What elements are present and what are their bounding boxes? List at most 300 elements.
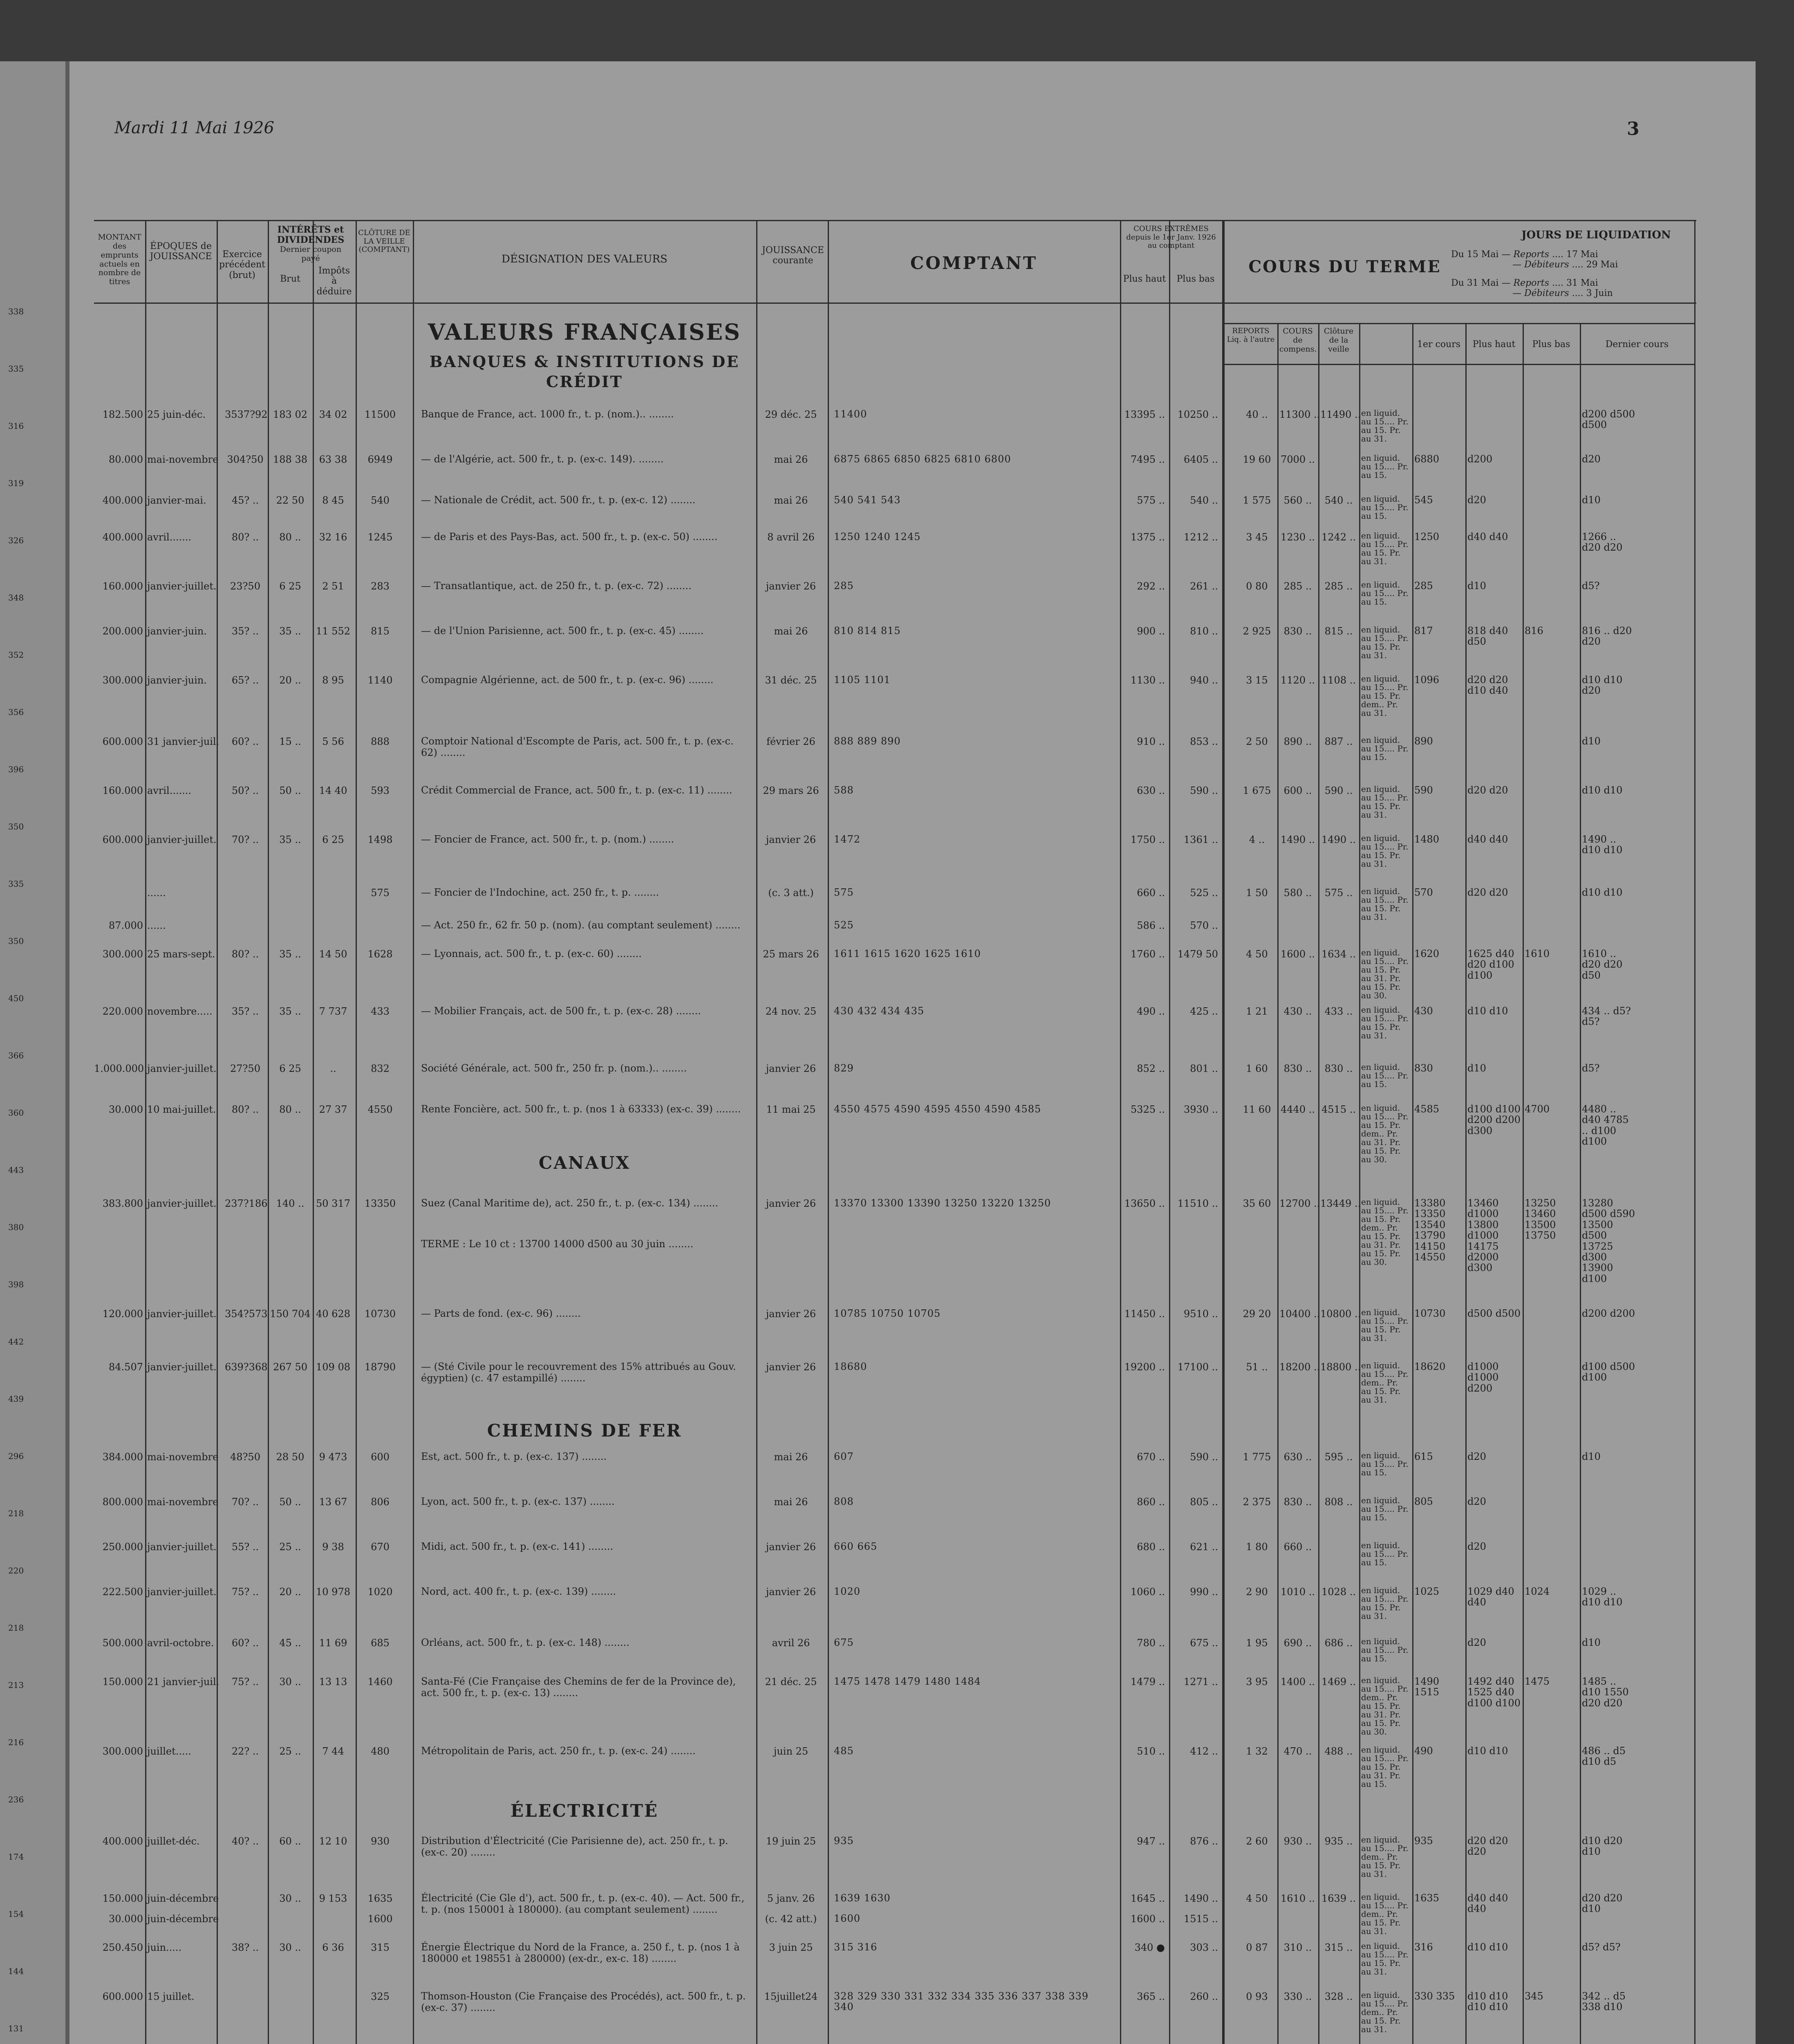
cell-liq: en liquid. au 15.... Pr. au 15. xyxy=(1361,735,1409,762)
cell-comptant: 10785 10750 10705 xyxy=(834,1308,941,1319)
cell-jouissance: mai 26 xyxy=(774,495,808,506)
cell-cloture: 832 xyxy=(371,1063,390,1074)
terme-subheader-rule xyxy=(1224,364,1694,365)
cell-epoque: 31 janvier-juil. xyxy=(147,736,219,747)
cell-designation: — Lyonnais, act. 500 fr., t. p. (ex-c. 60) ........ xyxy=(421,948,642,959)
cell-designation: Orléans, act. 500 fr., t. p. (ex-c. 148) ........ xyxy=(421,1637,629,1648)
cell-jouissance: avril 26 xyxy=(772,1637,810,1649)
cell-brut: 45 .. xyxy=(279,1637,301,1649)
cell-designation: Métropolitain de Paris, act. 250 fr., t. p. (ex-c. 24) ........ xyxy=(421,1745,696,1757)
cell-comptant: 6875 6865 6850 6825 6810 6800 xyxy=(834,453,1011,465)
cell-liq: en liquid. au 15.... Pr. au 15. xyxy=(1361,453,1409,480)
cell-plus-bas: 1212 .. xyxy=(1184,531,1218,543)
cell-cloture: 1600 xyxy=(367,1913,393,1925)
cell-plus-haut: 11450 .. xyxy=(1124,1308,1165,1320)
cell-comptant: 525 xyxy=(834,919,854,931)
cell-veille: 575 .. xyxy=(1324,887,1353,899)
cell-montant: 300.000 xyxy=(102,675,143,686)
cell-cloture: 540 xyxy=(371,495,390,506)
cell-plus-bas: 11510 .. xyxy=(1177,1198,1218,1209)
cell-plus-bas: 590 .. xyxy=(1190,785,1218,796)
cell-comptant: 660 665 xyxy=(834,1541,878,1552)
cell-jouissance: janvier 26 xyxy=(766,1361,816,1373)
cell-liq: en liquid. au 15.... Pr. dem.. Pr. au 15. Pr. au 31. Pr. au 15. Pr. au 30. xyxy=(1361,1675,1409,1737)
cell-cloture: 1635 xyxy=(367,1893,393,1904)
cell-brut: 6 25 xyxy=(279,580,301,592)
cell-cloture: 1460 xyxy=(367,1676,393,1688)
cell-compens: 1490 .. xyxy=(1281,834,1315,845)
cell-plus-haut: 365 .. xyxy=(1137,1991,1165,2002)
cell-compens: 18200 .. xyxy=(1279,1361,1320,1373)
cell-premier: 1635 xyxy=(1414,1892,1440,1904)
cell-designation: Lyon, act. 500 fr., t. p. (ex-c. 137) ........ xyxy=(421,1496,615,1507)
cell-reports: 0 80 xyxy=(1246,580,1268,592)
cell-veille: 590 .. xyxy=(1324,785,1353,796)
cell-premier: 430 xyxy=(1414,1005,1433,1017)
cell-dernier: 1485 .. d10 1550 d20 d20 xyxy=(1582,1676,1629,1709)
cell-plus-haut: 1130 .. xyxy=(1131,675,1165,686)
cell-liq: en liquid. au 15.... Pr. au 15. Pr. au 31. xyxy=(1361,1585,1409,1621)
col-epoques: ÉPOQUES de JOUISSANCE xyxy=(150,241,212,262)
cell-jouissance: 3 juin 25 xyxy=(769,1942,813,1953)
cell-reports: 4 .. xyxy=(1249,834,1265,845)
cell-haut: d500 d500 xyxy=(1467,1308,1521,1319)
cell-plus-bas: 525 .. xyxy=(1190,887,1218,899)
cell-jouissance: 8 avril 26 xyxy=(767,531,815,543)
cell-jouissance: janvier 26 xyxy=(766,1198,816,1209)
cell-montant: 200.000 xyxy=(102,625,143,637)
cell-cloture: 600 xyxy=(371,1451,390,1463)
cell-designation: Distribution d'Électricité (Cie Parisienne de), act. 250 fr., t. p. (ex-c. 20) ........ xyxy=(421,1835,728,1858)
cell-comptant: 808 xyxy=(834,1496,854,1507)
cell-veille: 1469 .. xyxy=(1321,1676,1356,1688)
cell-reports: 11 60 xyxy=(1243,1104,1271,1115)
cell-jouissance: 29 déc. 25 xyxy=(765,409,817,420)
cell-veille: 433 .. xyxy=(1324,1006,1353,1017)
cell-designation: — (Sté Civile pour le recouvrement des 15% attribués au Gouv. égyptien) (c. 47 estampillé) ........ xyxy=(421,1361,736,1384)
previous-page-edge xyxy=(0,61,74,2044)
cell-reports: 1 32 xyxy=(1246,1746,1268,1757)
cell-jouissance: janvier 26 xyxy=(766,1541,816,1553)
cell-plus-bas: 805 .. xyxy=(1190,1496,1218,1508)
cell-designation: Nord, act. 400 fr., t. p. (ex-c. 139) ........ xyxy=(421,1586,616,1597)
cell-designation: — Act. 250 fr., 62 fr. 50 p. (nom). (au comptant seulement) ........ xyxy=(421,919,741,931)
cell-brut: 35 .. xyxy=(279,1006,301,1017)
cell-reports: 2 50 xyxy=(1246,736,1268,747)
cell-liq: en liquid. au 15.... Pr. au 15. xyxy=(1361,1540,1409,1567)
prev-page-number: 348 xyxy=(8,593,24,603)
section-banques: BANQUES & INSTITUTIONS DE CRÉDIT xyxy=(429,352,740,391)
cell-jouissance: mai 26 xyxy=(774,454,808,465)
cell-exercice: 38? .. xyxy=(231,1942,259,1953)
cell-liq: en liquid. au 15.... Pr. au 15. Pr. dem.. Pr. au 31. xyxy=(1361,674,1409,718)
col-plus-bas-terme: Plus bas xyxy=(1532,339,1570,350)
cell-jouissance: janvier 26 xyxy=(766,1308,816,1320)
cell-exercice: 65? .. xyxy=(231,675,259,686)
cell-reports: 2 925 xyxy=(1243,625,1271,637)
cell-reports: 0 87 xyxy=(1246,1942,1268,1953)
table-row xyxy=(69,1308,1756,1341)
header-rule xyxy=(94,303,1696,304)
prev-page-number: 144 xyxy=(8,1966,24,1976)
cell-montant: 384.000 xyxy=(102,1451,143,1463)
cell-haut: d10 d10 xyxy=(1467,1005,1508,1017)
cell-dernier: 1610 .. d20 d20 d50 xyxy=(1582,948,1623,981)
cell-plus-haut: 1375 .. xyxy=(1131,531,1165,543)
cell-plus-bas: 876 .. xyxy=(1190,1836,1218,1847)
cell-montant: 400.000 xyxy=(102,531,143,543)
col-cloture-veille: Clôture de la veille xyxy=(1324,327,1354,354)
cell-montant: 600.000 xyxy=(102,1991,143,2002)
cell-veille: 808 .. xyxy=(1324,1496,1353,1508)
cell-haut: d40 d40 xyxy=(1467,531,1508,542)
cell-epoque: janvier-juillet. xyxy=(147,1198,217,1209)
cell-cloture: 10730 xyxy=(364,1308,396,1320)
cell-liq: en liquid. au 15.... Pr. au 15. Pr. au 31. xyxy=(1361,784,1409,820)
cell-veille: 13449 .. xyxy=(1320,1198,1361,1209)
cell-plus-haut: 900 .. xyxy=(1137,625,1165,637)
top-rule xyxy=(94,220,1696,221)
cell-brut: 20 .. xyxy=(279,675,301,686)
cell-impot: 10 978 xyxy=(316,1586,350,1598)
cell-comptant: 4550 4575 4590 4595 4550 4590 4585 xyxy=(834,1103,1041,1115)
cell-liq: en liquid. au 15.... Pr. au 15. Pr. dem.. Pr. au 15. Pr. au 31. Pr. au 15. Pr. au 30. xyxy=(1361,1197,1409,1267)
col-plus-haut: Plus haut xyxy=(1123,274,1166,284)
cell-epoque: 21 janvier-juil. xyxy=(147,1676,219,1688)
cell-brut: 25 .. xyxy=(279,1746,301,1757)
table-row xyxy=(69,1541,1756,1574)
cell-cloture: 806 xyxy=(371,1496,390,1508)
cell-haut: 1492 d40 1525 d40 d100 d100 xyxy=(1467,1676,1521,1709)
cell-designation: — Nationale de Crédit, act. 500 fr., t. p. (ex-c. 12) ........ xyxy=(421,494,696,506)
cell-liq: en liquid. au 15.... Pr. au 15. Pr. au 31. xyxy=(1361,1307,1409,1343)
cell-plus-bas: 801 .. xyxy=(1190,1063,1218,1074)
cell-reports: 1 575 xyxy=(1243,495,1271,506)
cell-jouissance: (c. 42 att.) xyxy=(765,1913,817,1925)
cell-montant: 400.000 xyxy=(102,1836,143,1847)
cell-comptant: 1611 1615 1620 1625 1610 xyxy=(834,948,981,959)
cell-impot: 7 737 xyxy=(319,1006,347,1017)
cell-reports: 4 50 xyxy=(1246,948,1268,960)
cell-bas: 1610 xyxy=(1525,948,1550,959)
cell-brut: 35 .. xyxy=(279,948,301,960)
cell-premier: 13380 13350 13540 13790 14150 14550 xyxy=(1414,1197,1446,1263)
cell-impot: 11 552 xyxy=(316,625,350,637)
cell-epoque: avril....... xyxy=(147,531,192,543)
cell-liq: en liquid. au 15.... Pr. au 15. Pr. au 31. xyxy=(1361,886,1409,922)
table-row xyxy=(69,1675,1756,1737)
table-row xyxy=(69,920,1756,953)
cell-montant: 222.500 xyxy=(102,1586,143,1598)
cell-compens: 660 .. xyxy=(1283,1541,1312,1553)
cell-brut: 20 .. xyxy=(279,1586,301,1598)
cell-reports: 0 93 xyxy=(1246,1991,1268,2002)
cell-comptant: 1475 1478 1479 1480 1484 xyxy=(834,1676,981,1687)
cell-impot: 6 36 xyxy=(322,1942,344,1953)
cell-impot: 13 67 xyxy=(319,1496,347,1508)
prev-page-number: 350 xyxy=(8,822,24,831)
cell-exercice: 60? .. xyxy=(231,736,259,747)
cell-plus-bas: 6405 .. xyxy=(1184,454,1218,465)
cell-reports: 1 775 xyxy=(1243,1451,1271,1463)
cell-designation: Compagnie Algérienne, act. de 500 fr., t. p. (ex-c. 96) ........ xyxy=(421,674,714,686)
cell-brut: 50 .. xyxy=(279,785,301,796)
cell-premier: 570 xyxy=(1414,887,1433,898)
cell-montant: 500.000 xyxy=(102,1637,143,1649)
cell-plus-haut: 292 .. xyxy=(1137,580,1165,592)
cell-epoque: juin-décembre xyxy=(147,1913,219,1925)
cell-comptant: 575 xyxy=(834,887,854,898)
cell-dernier: d10 xyxy=(1582,494,1601,506)
cell-veille: 285 .. xyxy=(1324,580,1353,592)
cell-montant: 150.000 xyxy=(102,1893,143,1904)
cell-exercice: 75? .. xyxy=(231,1676,259,1688)
cell-veille: 4515 .. xyxy=(1321,1104,1356,1115)
cell-liq: en liquid. au 15.... Pr. au 15. Pr. au 31. xyxy=(1361,408,1409,444)
cell-cloture: 575 xyxy=(371,887,390,899)
cell-cloture: 480 xyxy=(371,1746,390,1757)
cell-dernier: d5? xyxy=(1582,580,1600,592)
cell-brut: 188 38 xyxy=(273,454,307,465)
page-number: 3 xyxy=(1627,119,1639,139)
cell-plus-bas: 810 .. xyxy=(1190,625,1218,637)
cell-epoque: juillet..... xyxy=(147,1746,191,1757)
cell-impot: 32 16 xyxy=(319,531,347,543)
cell-haut: d20 d20 xyxy=(1467,784,1508,796)
section-canaux: CANAUX xyxy=(538,1153,631,1173)
cell-impot: 11 69 xyxy=(319,1637,347,1649)
cell-haut: d40 d40 xyxy=(1467,834,1508,845)
cell-compens: 330 .. xyxy=(1283,1991,1312,2002)
cell-brut: 28 50 xyxy=(276,1451,305,1463)
table-row xyxy=(69,625,1756,658)
cell-exercice: 354?573 xyxy=(225,1308,268,1320)
cell-plus-haut: 660 .. xyxy=(1137,887,1165,899)
col-dernier-cours: Dernier cours xyxy=(1605,339,1669,350)
cell-veille: 1028 .. xyxy=(1321,1586,1356,1598)
cell-impot: 63 38 xyxy=(319,454,347,465)
cell-plus-bas: 621 .. xyxy=(1190,1541,1218,1553)
cell-cloture: 670 xyxy=(371,1541,390,1553)
cell-veille: 488 .. xyxy=(1324,1746,1353,1757)
cell-dernier: d200 d500 d500 xyxy=(1582,408,1635,431)
col-cloture: CLÔTURE DE LA VEILLE (COMPTANT) xyxy=(358,229,410,254)
cell-liq: en liquid. au 15.... Pr. au 15. Pr. au 31. xyxy=(1361,1005,1409,1040)
prev-page-number: 319 xyxy=(8,478,24,488)
cell-jouissance: 11 mai 25 xyxy=(766,1104,816,1115)
cell-impot: 9 38 xyxy=(322,1541,344,1553)
cell-comptant: 935 xyxy=(834,1835,854,1847)
cell-comptant: 1600 xyxy=(834,1913,861,1924)
cell-haut: 818 d40 d50 xyxy=(1467,625,1508,648)
cell-epoque: janvier-juillet. xyxy=(147,1586,217,1598)
cell-compens: 1400 .. xyxy=(1281,1676,1315,1688)
cell-designation: Santa-Fé (Cie Française des Chemins de fer de la Province de), act. 500 fr., t. p. (ex-c. 13) ........ xyxy=(421,1676,736,1699)
col-brut: Brut xyxy=(280,274,300,284)
cell-veille: 10800 .. xyxy=(1320,1308,1361,1320)
cell-cloture: 1628 xyxy=(367,948,393,960)
cell-haut: d20 d20 d20 xyxy=(1467,1835,1508,1858)
liquidation-title: JOURS DE LIQUIDATION xyxy=(1521,229,1671,241)
cell-montant: 84.507 xyxy=(109,1361,143,1373)
cell-dernier: 4480 .. d40 4785 .. d100 d100 xyxy=(1582,1103,1629,1148)
prev-page-number: 396 xyxy=(8,764,24,774)
cell-liq: en liquid. au 15.... Pr. dem.. Pr. au 15. Pr. au 31. xyxy=(1361,1990,1409,2034)
cell-veille: 1490 .. xyxy=(1321,834,1356,845)
prev-page-number: 335 xyxy=(8,364,24,374)
cell-dernier: d10 d10 xyxy=(1582,887,1623,898)
cell-epoque: ...... xyxy=(147,920,166,931)
cell-compens: 580 .. xyxy=(1283,887,1312,899)
col-designation: DÉSIGNATION DES VALEURS xyxy=(502,253,667,265)
cell-epoque: 25 juin-déc. xyxy=(147,409,206,420)
cell-liq: en liquid. au 15.... Pr. dem.. Pr. au 15. Pr. au 31. xyxy=(1361,1892,1409,1936)
cell-epoque: 15 juillet. xyxy=(147,1991,195,2002)
cell-impot: 14 50 xyxy=(319,948,347,960)
cell-cloture: 433 xyxy=(371,1006,390,1017)
cell-compens: 1600 .. xyxy=(1281,948,1315,960)
cell-montant: 800.000 xyxy=(102,1496,143,1508)
table-row xyxy=(69,1063,1756,1096)
cell-compens: 1610 .. xyxy=(1281,1893,1315,1904)
col-interets: INTÉRÊTS et DIVIDENDES xyxy=(277,224,345,246)
cell-cloture: 593 xyxy=(371,785,390,796)
cell-veille: 1108 .. xyxy=(1321,675,1356,686)
cell-exercice: 237?186 xyxy=(225,1198,268,1209)
cell-montant: 120.000 xyxy=(102,1308,143,1320)
cell-cloture: 1498 xyxy=(367,834,393,845)
table-row xyxy=(69,736,1756,769)
col-plus-haut-terme: Plus haut xyxy=(1472,339,1516,350)
prev-page-number: 338 xyxy=(8,307,24,316)
cell-montant: 250.000 xyxy=(102,1541,143,1553)
cell-dernier: d200 d200 xyxy=(1582,1308,1635,1319)
col-impots: Impôts à déduire xyxy=(316,266,352,297)
cell-comptant: 18680 xyxy=(834,1361,867,1372)
cell-comptant: 1472 xyxy=(834,834,861,845)
cell-compens: 4440 .. xyxy=(1281,1104,1315,1115)
cell-compens: 285 .. xyxy=(1283,580,1312,592)
cell-veille: 686 .. xyxy=(1324,1637,1353,1649)
cell-dernier: d10 xyxy=(1582,1637,1601,1648)
cell-designation: Thomson-Houston (Cie Française des Procédés), act. 500 fr., t. p. (ex-c. 37) ........ xyxy=(421,1990,746,2013)
cell-compens: 430 .. xyxy=(1283,1006,1312,1017)
col-compens: COURS de compens. xyxy=(1279,327,1317,354)
cell-reports: 3 45 xyxy=(1246,531,1268,543)
cell-plus-haut: 575 .. xyxy=(1137,495,1165,506)
cell-epoque: janvier-mai. xyxy=(147,495,206,506)
cell-impot: 109 08 xyxy=(316,1361,350,1373)
table-row xyxy=(69,948,1756,1000)
cell-haut: d20 xyxy=(1467,1451,1486,1462)
cell-jouissance: 15juillet24 xyxy=(764,1991,818,2002)
cell-reports: 19 60 xyxy=(1243,454,1271,465)
cell-epoque: janvier-juillet. xyxy=(147,1361,217,1373)
prev-page-number: 335 xyxy=(8,879,24,889)
prev-page-number: 356 xyxy=(8,707,24,717)
col-plus-bas: Plus bas xyxy=(1176,274,1215,284)
prev-page-number: 218 xyxy=(8,1508,24,1518)
cell-veille: 815 .. xyxy=(1324,625,1353,637)
cell-haut: d20 xyxy=(1467,1637,1486,1648)
cell-exercice: 40? .. xyxy=(231,1836,259,1847)
cell-designation: — Foncier de l'Indochine, act. 250 fr., t. p. ........ xyxy=(421,887,659,898)
prev-page-number: 154 xyxy=(8,1909,24,1919)
cell-liq: en liquid. au 15.... Pr. au 15. Pr. au 31. xyxy=(1361,625,1409,660)
cell-veille: 830 .. xyxy=(1324,1063,1353,1074)
cell-liq: en liquid. au 15.... Pr. dem.. Pr. au 15. Pr. au 31. xyxy=(1361,1360,1409,1405)
cell-cloture: 6949 xyxy=(367,454,393,465)
cell-liq: en liquid. au 15.... Pr. au 15. Pr. au 31. xyxy=(1361,833,1409,869)
cell-reports: 1 50 xyxy=(1246,887,1268,899)
prev-page-number: 174 xyxy=(8,1852,24,1862)
prev-page-number: 218 xyxy=(8,1623,24,1633)
cell-reports: 35 60 xyxy=(1243,1198,1271,1209)
cell-comptant: 430 432 434 435 xyxy=(834,1005,925,1017)
cell-exercice: 70? .. xyxy=(231,834,259,845)
cell-bas: 4700 xyxy=(1525,1103,1550,1115)
cell-designation: Midi, act. 500 fr., t. p. (ex-c. 141) ........ xyxy=(421,1541,614,1552)
cell-jouissance: mai 26 xyxy=(774,1496,808,1508)
cell-premier: 330 335 xyxy=(1414,1990,1455,2002)
cell-veille: 328 .. xyxy=(1324,1991,1353,2002)
prev-page-number: 366 xyxy=(8,1051,24,1060)
cell-plus-haut: 670 .. xyxy=(1137,1451,1165,1463)
cell-plus-bas: 1271 .. xyxy=(1184,1676,1218,1688)
prev-page-number: 442 xyxy=(8,1337,24,1347)
cell-epoque: mai-novembre xyxy=(147,454,219,465)
cell-impot: 12 10 xyxy=(319,1836,347,1847)
cell-premier: 1620 xyxy=(1414,948,1440,959)
cell-compens: 560 .. xyxy=(1283,495,1312,506)
cell-jouissance: mai 26 xyxy=(774,625,808,637)
prev-page-number: 220 xyxy=(8,1566,24,1576)
cell-impot: 8 45 xyxy=(322,495,344,506)
prev-page-number: 439 xyxy=(8,1394,24,1404)
cell-haut: d10 d10 xyxy=(1467,1941,1508,1953)
cell-exercice: 50? .. xyxy=(231,785,259,796)
cell-plus-bas: 1479 50 xyxy=(1177,948,1218,960)
cell-bas: 13250 13460 13500 13750 xyxy=(1525,1197,1556,1242)
cell-brut: 6 25 xyxy=(279,1063,301,1074)
cell-epoque: avril-octobre. xyxy=(147,1637,214,1649)
table-row xyxy=(69,495,1756,527)
cell-exercice: 304?50 xyxy=(227,454,264,465)
cell-cloture: 13350 xyxy=(364,1198,396,1209)
cell-cloture: 325 xyxy=(371,1991,390,2002)
cell-bas: 1024 xyxy=(1525,1586,1550,1597)
cell-epoque: janvier-juillet. xyxy=(147,1541,217,1553)
cell-plus-bas: 261 .. xyxy=(1190,580,1218,592)
table-row xyxy=(69,1942,1756,1975)
cell-haut: 13460 d1000 13800 d1000 14175 d2000 d300 xyxy=(1467,1197,1499,1274)
table-row xyxy=(69,580,1756,613)
cell-designation: Crédit Commercial de France, act. 500 fr., t. p. (ex-c. 11) ........ xyxy=(421,784,732,796)
cell-impot: 7 44 xyxy=(322,1746,344,1757)
cell-comptant: 810 814 815 xyxy=(834,625,901,637)
cell-plus-haut: 490 .. xyxy=(1137,1006,1165,1017)
cell-liq: en liquid. au 15.... Pr. au 15. Pr. dem.. Pr. au 31. Pr. au 15. Pr. au 30. xyxy=(1361,1103,1409,1164)
cell-haut: d20 d20 xyxy=(1467,887,1508,898)
cell-exercice: 35? .. xyxy=(231,625,259,637)
table-row xyxy=(69,1990,1756,2034)
cell-plus-bas: 990 .. xyxy=(1190,1586,1218,1598)
cell-brut: 50 .. xyxy=(279,1496,301,1508)
cell-premier: 805 xyxy=(1414,1496,1433,1507)
col-jouissance: JOUISSANCE courante xyxy=(762,245,824,266)
cell-epoque: avril....... xyxy=(147,785,192,796)
cell-comptant: 540 541 543 xyxy=(834,494,901,506)
